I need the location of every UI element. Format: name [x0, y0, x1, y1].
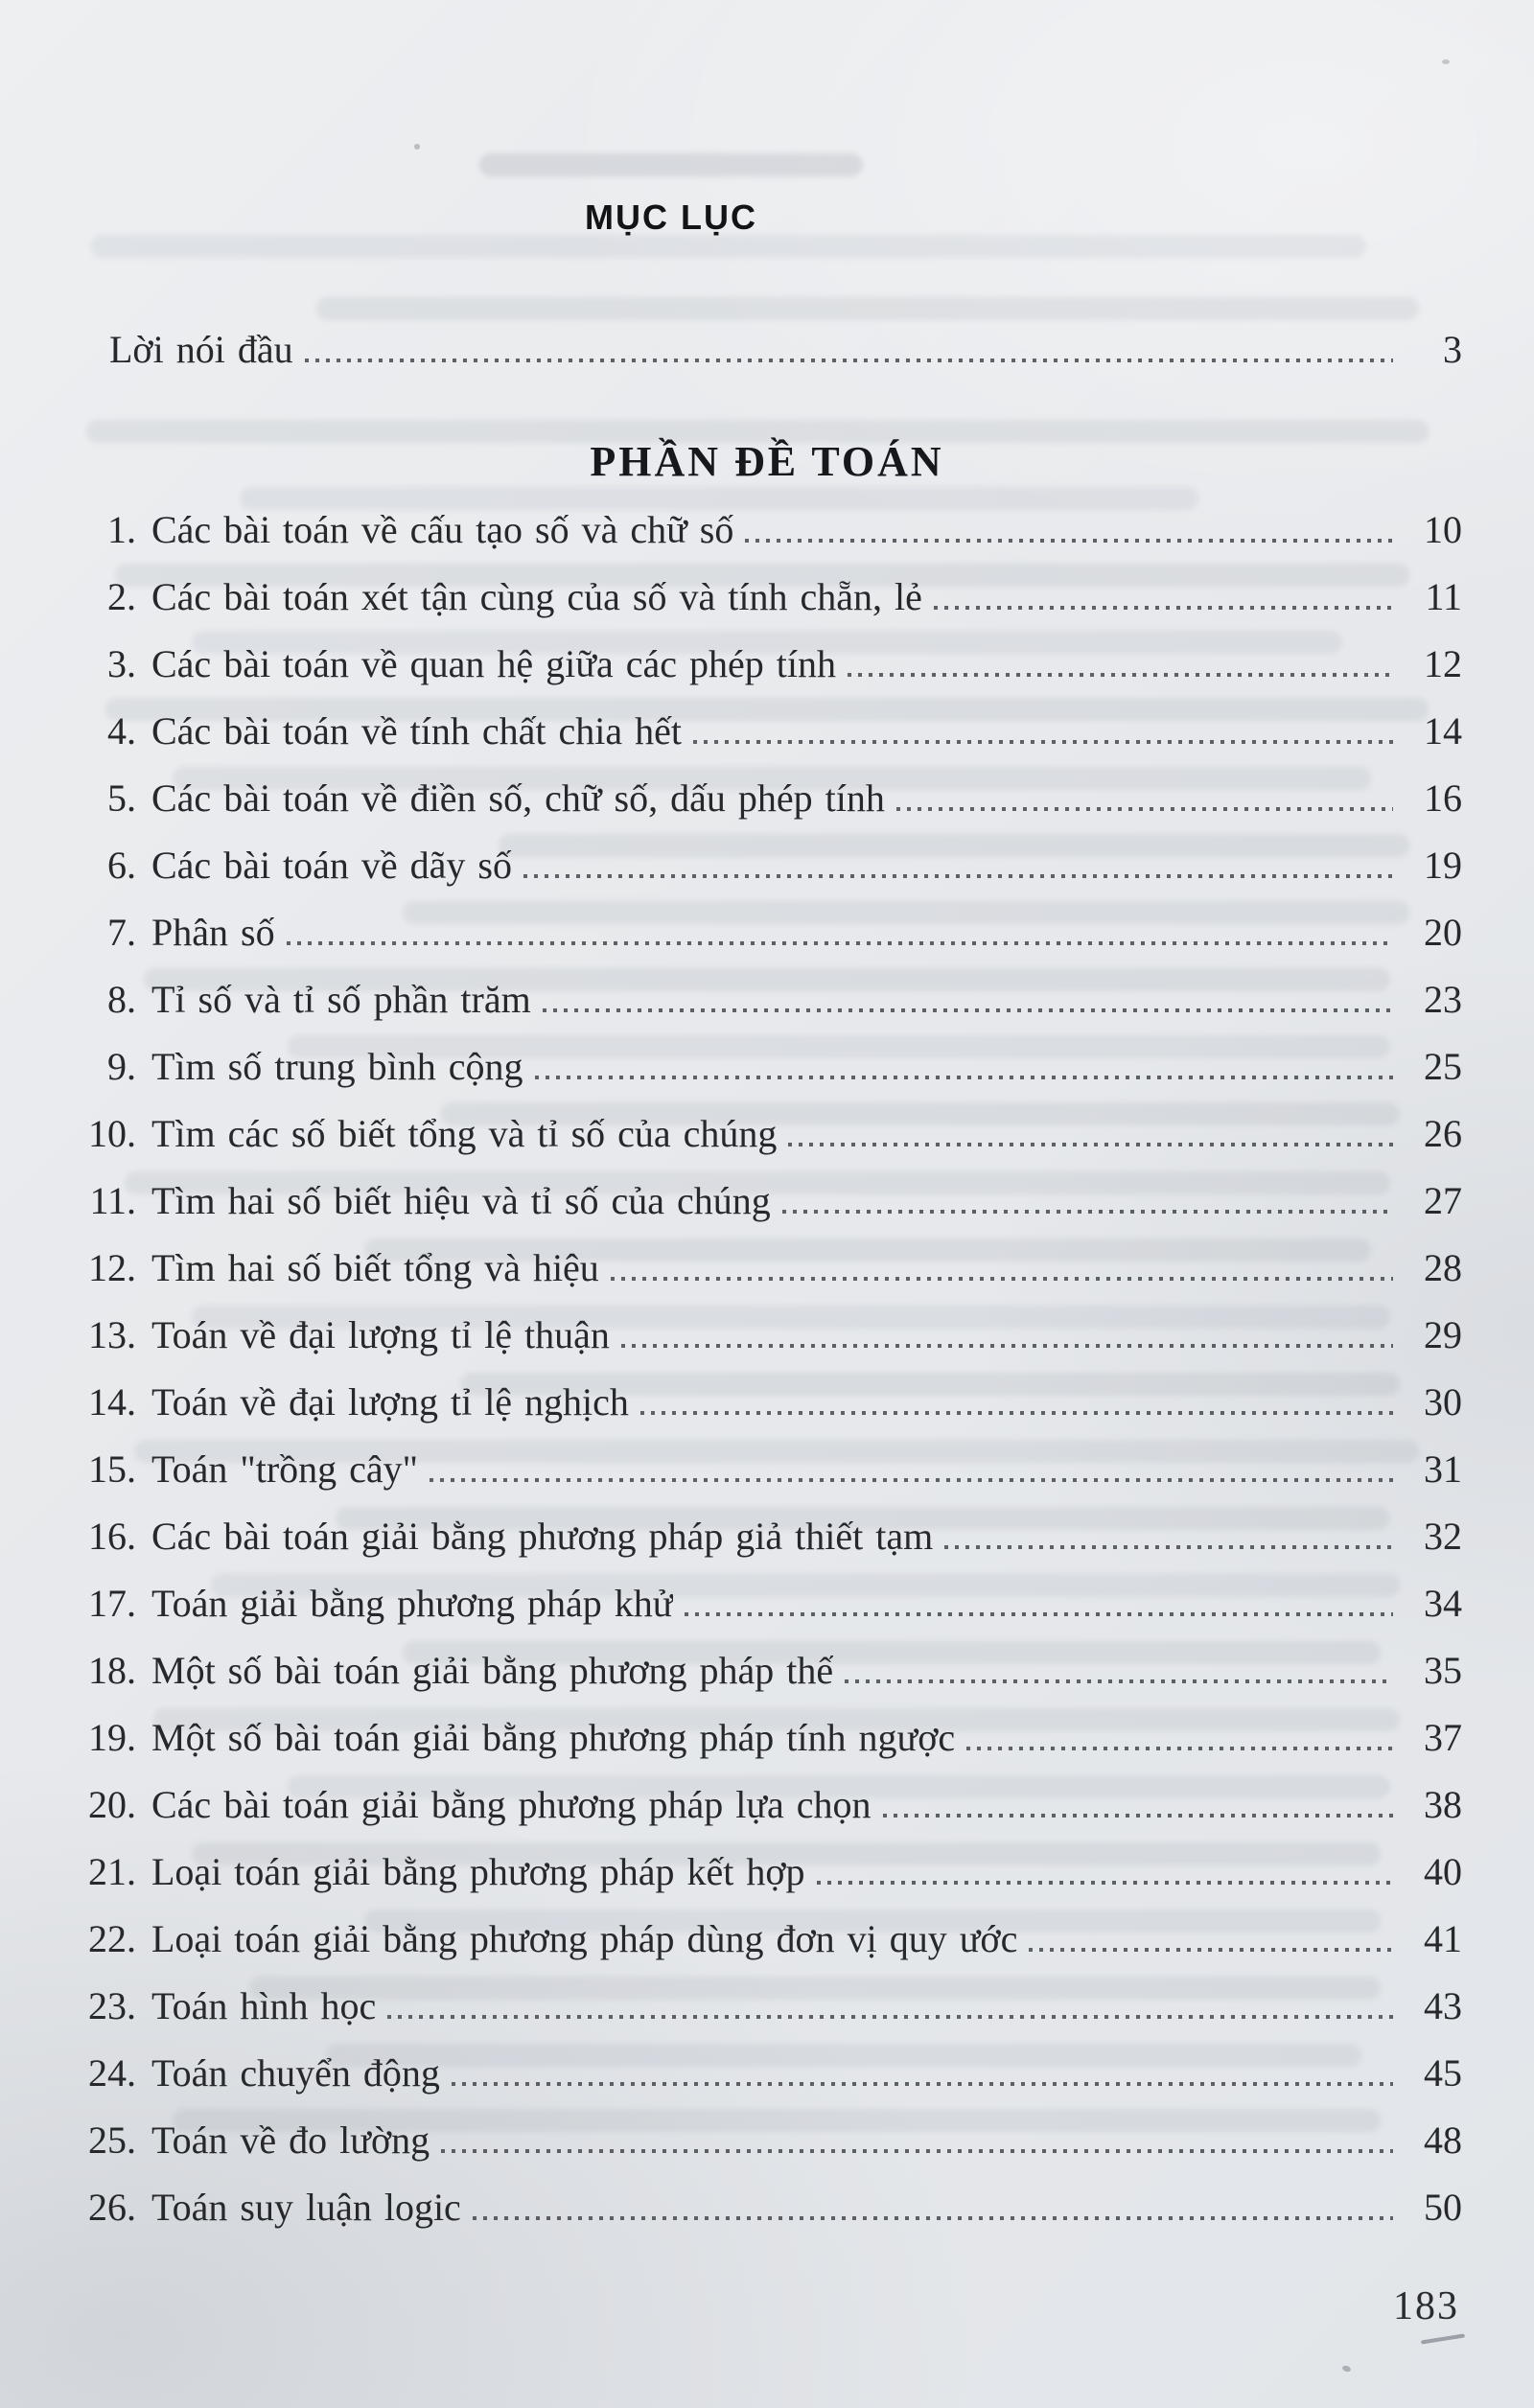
toc-item-label: Các bài toán về tính chất chia hết: [151, 709, 683, 752]
toc-item-number: 9.: [107, 1045, 136, 1088]
toc-item-label: Toán về đại lượng tỉ lệ nghịch: [151, 1380, 629, 1424]
toc-row: [84, 497, 1462, 564]
dot-leader: [611, 1277, 1393, 1281]
toc-row: [84, 2174, 1462, 2241]
toc-list: [84, 497, 1462, 2241]
toc-item-page: 37: [1424, 1716, 1462, 1759]
toc-row: [84, 1503, 1462, 1570]
dot-leader: [845, 1679, 1393, 1683]
toc-item-page: 35: [1424, 1649, 1462, 1692]
toc-item-page: 50: [1424, 2186, 1462, 2229]
dot-leader: [934, 606, 1393, 610]
toc-row: [84, 966, 1462, 1033]
toc-row: [84, 2040, 1462, 2107]
dot-leader: [1029, 1948, 1393, 1952]
toc-item-number: 4.: [107, 709, 136, 752]
toc-item-page: 48: [1424, 2119, 1462, 2162]
toc-item-label: Tìm hai số biết tổng và hiệu: [151, 1246, 599, 1289]
toc-item-label: Toán về đại lượng tỉ lệ thuận: [151, 1313, 610, 1356]
toc-item-label: Các bài toán về quan hệ giữa các phép tính: [151, 642, 836, 685]
toc-item-number: 15.: [88, 1447, 136, 1491]
toc-item-number: 19.: [88, 1716, 136, 1759]
dot-leader: [535, 1076, 1393, 1079]
toc-row: [84, 1235, 1462, 1302]
toc-item-page: 40: [1424, 1850, 1462, 1893]
toc-item-number: 3.: [107, 642, 136, 685]
toc-item-number: 23.: [88, 1984, 136, 2027]
toc-item-number: 16.: [88, 1515, 136, 1558]
toc-item-number: 26.: [88, 2186, 136, 2229]
toc-item-page: 32: [1424, 1515, 1462, 1558]
dot-leader: [966, 1747, 1393, 1750]
toc-item-number: 5.: [107, 776, 136, 820]
scan-speck: [414, 144, 420, 150]
toc-item-page: 43: [1424, 1984, 1462, 2027]
dot-leader: [430, 1478, 1393, 1482]
toc-item-number: 25.: [88, 2119, 136, 2162]
toc-row: [84, 1436, 1462, 1503]
dot-leader: [621, 1344, 1393, 1348]
toc-item-page: 12: [1424, 642, 1462, 685]
toc-row: [84, 1570, 1462, 1637]
toc-row: [84, 1369, 1462, 1436]
toc-item-number: 18.: [88, 1649, 136, 1692]
toc-item-page: 30: [1424, 1380, 1462, 1424]
toc-item-page: 38: [1424, 1783, 1462, 1826]
dot-leader: [788, 1143, 1393, 1146]
dot-leader: [745, 539, 1393, 543]
toc-item-label: Toán suy luận logic: [151, 2186, 461, 2229]
toc-item-page: 16: [1424, 776, 1462, 820]
toc-item-page: 29: [1424, 1313, 1462, 1356]
toc-item-number: 7.: [107, 911, 136, 954]
dot-leader: [685, 1612, 1393, 1616]
toc-item-label: Một số bài toán giải bằng phương pháp tính ngược: [151, 1716, 956, 1759]
toc-intro-row: [84, 316, 1462, 383]
toc-row: [84, 631, 1462, 698]
toc-item-page: 26: [1424, 1112, 1462, 1155]
toc-row: [84, 1302, 1462, 1369]
dot-leader: [944, 1545, 1393, 1549]
toc-item-label: Tìm số trung bình cộng: [151, 1045, 523, 1088]
toc-row: [84, 765, 1462, 832]
toc-row: [84, 1839, 1462, 1906]
toc-row: [84, 1704, 1462, 1771]
toc-item-number: 20.: [88, 1783, 136, 1826]
toc-item-page: 11: [1425, 575, 1462, 618]
toc-item-number: 2.: [107, 575, 136, 618]
toc-item-page: 45: [1424, 2051, 1462, 2095]
toc-item-page: 34: [1424, 1582, 1462, 1625]
toc-item-number: 6.: [107, 844, 136, 887]
toc-item-label: Loại toán giải bằng phương pháp dùng đơn vị quy ước: [151, 1917, 1018, 1960]
toc-item-label: Tìm hai số biết hiệu và tỉ số của chúng: [151, 1179, 771, 1222]
toc-row: [84, 899, 1462, 966]
toc-item-page: 19: [1424, 844, 1462, 887]
dot-leader: [640, 1411, 1393, 1415]
dot-leader: [287, 941, 1393, 945]
page-number-folio: 183: [1393, 2284, 1459, 2328]
toc-item-label: Toán giải bằng phương pháp khử: [151, 1582, 674, 1625]
toc-row: [84, 1637, 1462, 1704]
toc-row: [84, 1771, 1462, 1839]
toc-item-label: Phân số: [151, 911, 275, 954]
toc-row: [84, 1168, 1462, 1235]
toc-row: [84, 1906, 1462, 1973]
toc-item-label: Một số bài toán giải bằng phương pháp thế: [151, 1649, 834, 1692]
dot-leader: [782, 1210, 1393, 1214]
toc-intro-page: 3: [1443, 328, 1462, 371]
toc-row: [84, 1033, 1462, 1100]
toc-row: [84, 832, 1462, 899]
toc-item-label: Toán chuyển động: [151, 2051, 440, 2095]
toc-item-label: Toán hình học: [151, 1984, 377, 2027]
toc-item-label: Tỉ số và tỉ số phần trăm: [151, 978, 531, 1021]
toc-row: [84, 1973, 1462, 2040]
toc-item-label: Toán về đo lường: [151, 2119, 430, 2162]
dot-leader: [543, 1008, 1393, 1012]
dot-leader: [441, 2149, 1393, 2153]
toc-item-page: 28: [1424, 1246, 1462, 1289]
toc-item-number: 13.: [88, 1313, 136, 1356]
toc-item-page: 14: [1424, 709, 1462, 752]
toc-item-number: 8.: [107, 978, 136, 1021]
toc-item-label: Các bài toán giải bằng phương pháp giả thiết tạm: [151, 1515, 934, 1558]
toc-item-number: 22.: [88, 1917, 136, 1960]
page-title: MỤC LỤC: [585, 197, 757, 237]
dot-leader: [452, 2082, 1393, 2086]
toc-item-label: Loại toán giải bằng phương pháp kết hợp: [151, 1850, 805, 1893]
toc-item-label: Tìm các số biết tổng và tỉ số của chúng: [151, 1112, 778, 1155]
toc-row: [84, 564, 1462, 631]
dot-leader: [817, 1881, 1393, 1885]
toc-item-number: 11.: [89, 1179, 136, 1222]
dot-leader: [896, 807, 1393, 811]
toc-item-page: 10: [1424, 508, 1462, 551]
toc-intro-label: Lời nói đầu: [109, 328, 293, 371]
toc-item-label: Các bài toán về điền số, chữ số, dấu phép tính: [151, 776, 885, 820]
toc-item-page: 20: [1424, 911, 1462, 954]
toc-item-label: Các bài toán về dãy số: [151, 844, 512, 887]
dot-leader: [693, 740, 1393, 744]
toc-item-number: 21.: [88, 1850, 136, 1893]
toc-row: [84, 1100, 1462, 1168]
toc-item-page: 25: [1424, 1045, 1462, 1088]
toc-item-label: Các bài toán giải bằng phương pháp lựa chọn: [151, 1783, 872, 1826]
toc-row: [84, 698, 1462, 765]
section-heading: PHẦN ĐỀ TOÁN: [590, 438, 944, 485]
toc-item-label: Toán "trồng cây": [151, 1447, 418, 1491]
toc-item-label: Các bài toán về cấu tạo số và chữ số: [151, 508, 734, 551]
toc-item-label: Các bài toán xét tận cùng của số và tính chẵn, lẻ: [151, 575, 922, 618]
dot-leader: [305, 359, 1393, 362]
toc-item-number: 10.: [88, 1112, 136, 1155]
toc-item-number: 17.: [88, 1582, 136, 1625]
toc-item-page: 31: [1424, 1447, 1462, 1491]
toc-item-page: 23: [1424, 978, 1462, 1021]
dot-leader: [523, 874, 1393, 878]
dot-leader: [387, 2015, 1393, 2019]
toc-row: [84, 2107, 1462, 2174]
toc-item-number: 12.: [88, 1246, 136, 1289]
dot-leader: [848, 673, 1393, 677]
scan-speck: [1442, 59, 1450, 64]
dot-leader: [473, 2216, 1393, 2220]
dot-leader: [883, 1814, 1393, 1818]
toc-item-number: 24.: [88, 2051, 136, 2095]
toc-item-page: 41: [1424, 1917, 1462, 1960]
toc-item-page: 27: [1424, 1179, 1462, 1222]
toc-item-number: 14.: [88, 1380, 136, 1424]
toc-item-number: 1.: [107, 508, 136, 551]
